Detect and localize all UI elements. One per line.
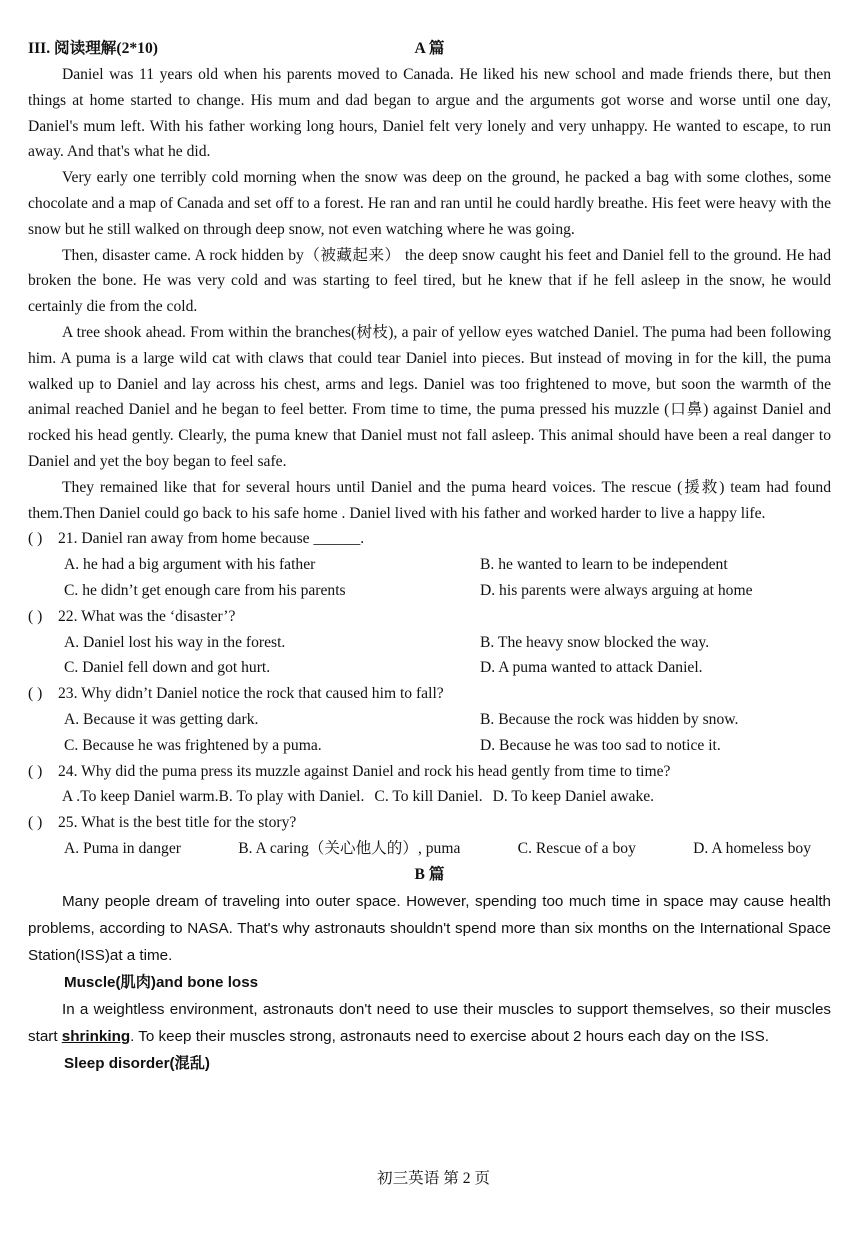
option-row xyxy=(28,552,831,578)
passage-a-paragraph: Then, disaster came. A rock hidden by（被藏起来） the deep snow caught his feet and Daniel fell to the ground. He had broken the bone. He was very cold and was starting to feel tired, but he knew that if he fell asleep in the snow, he would certainly die from the cold. xyxy=(28,246,831,316)
option-row xyxy=(28,733,831,759)
option-a: A .To keep Daniel warm. xyxy=(62,788,219,806)
answer-blank: ( ) xyxy=(28,607,43,625)
option-row xyxy=(28,578,831,604)
section-header xyxy=(28,36,831,62)
answer-blank: ( ) xyxy=(28,814,43,832)
option-a: A. Daniel lost his way in the forest. xyxy=(64,633,286,651)
question-25 xyxy=(28,810,831,836)
question-stem: 22. What was the ‘disaster’? xyxy=(58,607,236,625)
option-b: B. he wanted to learn to be independent xyxy=(480,556,728,574)
answer-blank: ( ) xyxy=(28,762,43,780)
option-row xyxy=(28,630,831,656)
paragraph-text: In a weightless environment, astronauts don't need to use their muscles to support themselves, so their muscles start xyxy=(28,1000,831,1045)
passage-a-paragraph: Very early one terribly cold morning when the snow was deep on the ground, he packed a bag with some clothes, some chocolate and a map of Canada and set off to a forest. He ran and ran until he could hardly breathe. His feet were heavy with the snow but he still walked on through deep snow, not even watching where he was going. xyxy=(28,169,831,238)
option-c: C. To kill Daniel. xyxy=(374,788,483,806)
answer-blank: ( ) xyxy=(28,685,43,703)
option-b: B. To play with Daniel. xyxy=(218,788,365,806)
option-a: A. he had a big argument with his father xyxy=(64,556,316,574)
question-21 xyxy=(28,526,831,552)
question-23 xyxy=(28,681,831,707)
question-22 xyxy=(28,604,831,630)
option-row xyxy=(28,655,831,681)
question-stem: 25. What is the best title for the story? xyxy=(58,814,297,832)
option-row xyxy=(28,784,831,810)
keyword-shrinking: shrinking xyxy=(61,1027,131,1045)
option-b: B. Because the rock was hidden by snow. xyxy=(480,710,739,728)
passage-b-heading: Sleep disorder(混乱) xyxy=(64,1054,210,1072)
passage-b-heading: Muscle(肌肉)and bone loss xyxy=(64,973,259,991)
option-d: D. A puma wanted to attack Daniel. xyxy=(480,659,703,677)
answer-blank: ( ) xyxy=(28,530,43,548)
passage-b-paragraph xyxy=(28,996,831,1050)
passage-a-paragraph: A tree shook ahead. From within the branches(树枝), a pair of yellow eyes watched Daniel. The puma had been following him. A puma is a large wild cat with claws that could tear Daniel into pieces. But instead of moving in for the kill, the puma walked up to Daniel and lay across his chest, arms and legs. Daniel was too frightened to move, but soon the warmth of the animal reached Daniel and he began to feel better. From time to time, the puma pressed his muzzle (口鼻) against Daniel and rocked his head gently. Clearly, the puma knew that Daniel must not fall asleep. This animal should have been a real danger to Daniel and yet the boy began to feel safe. xyxy=(28,323,831,470)
option-c: C. Rescue of a boy xyxy=(517,839,636,857)
option-d: D. Because he was too sad to notice it. xyxy=(480,736,721,754)
question-stem: 24. Why did the puma press its muzzle against Daniel and rock his head gently from time to time? xyxy=(58,762,671,780)
passage-b-intro: Many people dream of traveling into outer space. However, spending too much time in space may cause health problems, according to NASA. That's why astronauts shouldn't spend more than six months on the International Space Station(ISS)at a time. xyxy=(28,892,831,964)
section-label: III. 阅读理解(2*10) xyxy=(28,40,158,57)
option-c: C. Because he was frightened by a puma. xyxy=(64,736,322,754)
option-b: B. A caring（关心他人的）, puma xyxy=(238,839,461,857)
option-a: A. Puma in danger xyxy=(64,839,181,857)
option-row xyxy=(28,707,831,733)
passage-a-title: A 篇 xyxy=(414,40,445,57)
question-stem: 23. Why didn’t Daniel notice the rock that caused him to fall? xyxy=(58,685,444,703)
option-row xyxy=(28,836,831,862)
question-24 xyxy=(28,759,831,785)
option-c: C. Daniel fell down and got hurt. xyxy=(64,659,271,677)
option-d: D. his parents were always arguing at home xyxy=(480,581,753,599)
question-stem: 21. Daniel ran away from home because ______. xyxy=(58,530,365,548)
page-footer: 初三英语 第 2 页 xyxy=(376,1170,491,1187)
option-a: A. Because it was getting dark. xyxy=(64,710,259,728)
passage-a-paragraph: They remained like that for several hours until Daniel and the puma heard voices. The rescue (援救) team had found them.Then Daniel could go back to his safe home . Daniel lived with his father and worked harder to live a happy life. xyxy=(28,478,831,522)
option-d: D. A homeless boy xyxy=(693,839,811,857)
passage-b-title: B 篇 xyxy=(414,865,445,883)
paragraph-text: . To keep their muscles strong, astronauts need to exercise about 2 hours each day on the ISS. xyxy=(130,1027,769,1045)
passage-a-paragraph: Daniel was 11 years old when his parents moved to Canada. He liked his new school and made friends there, but then things at home started to change. His mum and dad began to argue and the arguments got worse and worse until one day, Daniel's mum left. With his father working long hours, Daniel felt very lonely and very unhappy. He wanted to escape, to run away. And that's what he did. xyxy=(28,66,831,161)
passage-b xyxy=(28,888,831,1077)
option-c: C. he didn’t get enough care from his parents xyxy=(64,581,346,599)
option-d: D. To keep Daniel awake. xyxy=(492,788,655,806)
option-b: B. The heavy snow blocked the way. xyxy=(480,633,710,651)
